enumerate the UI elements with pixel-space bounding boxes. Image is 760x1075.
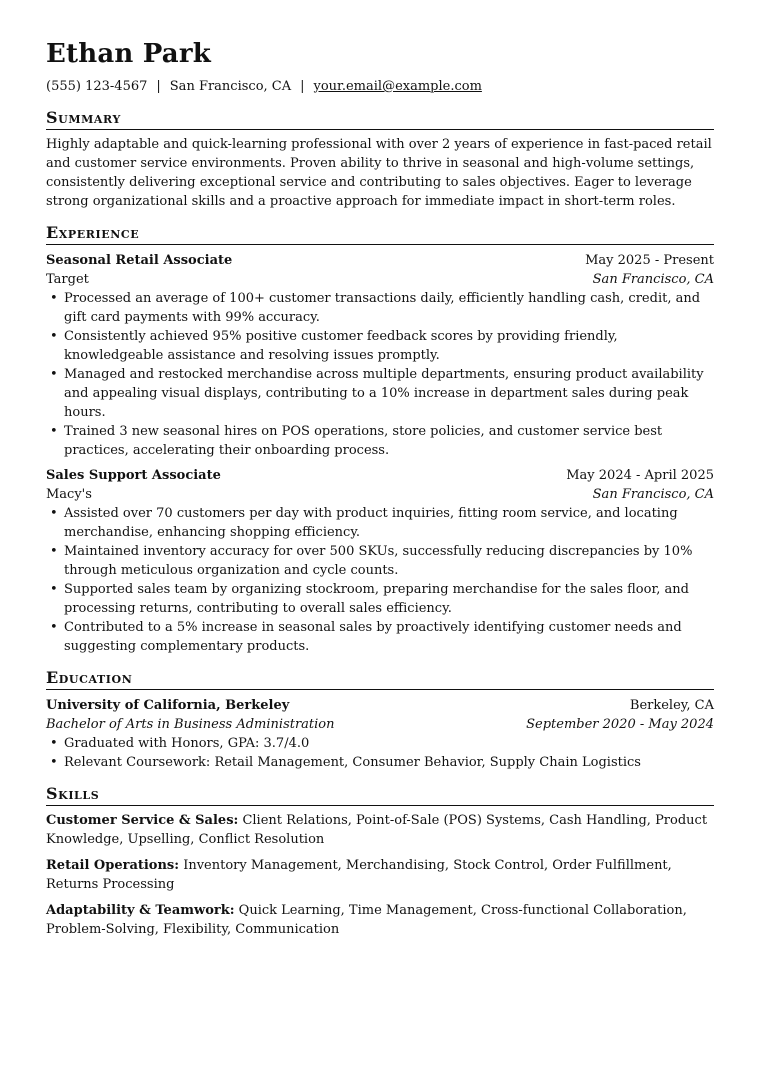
contact-separator: | (156, 79, 161, 94)
job-company: Macy's (46, 487, 92, 502)
job-header (46, 466, 714, 485)
job-company: Target (46, 272, 89, 287)
education-dates: September 2020 - May 2024 (526, 717, 714, 732)
bullet-item: • Assisted over 70 customers per day with product inquiries, fitting room service, and locating merchandise, enhancing shopping efficiency. (46, 504, 714, 542)
skill-group (46, 901, 714, 939)
bullet-item: • Contributed to a 5% increase in seasonal sales by proactively identifying customer needs and suggesting complementary products. (46, 618, 714, 656)
skill-group-items: Client Relations, Point-of-Sale (POS) Systems, Cash Handling, Product Knowledge, Upselling, Conflict Resolution (46, 813, 708, 847)
candidate-name: Ethan Park (46, 39, 211, 69)
section-title-skills: Skills (46, 784, 714, 806)
bullet-item: • Managed and restocked merchandise across multiple departments, ensuring product availability and appealing visual displays, contributing to a 10% increase in department sales during peak hours. (46, 365, 714, 422)
bullet-item: • Processed an average of 100+ customer transactions daily, efficiently handling cash, credit, and gift card payments with 99% accuracy. (46, 289, 714, 327)
summary-text: Highly adaptable and quick-learning professional with over 2 years of experience in fast-paced retail and customer service environments. Proven ability to thrive in seasonal and high-volume settings, consistently delivering exceptional service and contributing to sales objectives. Eager to leverage strong organizational skills and a proactive approach for immediate impact in short-term roles. (46, 137, 712, 209)
section-title-education: Education (46, 668, 714, 690)
job-role: Sales Support Associate (46, 468, 221, 483)
education-bullets (46, 734, 714, 772)
job-bullets (46, 504, 714, 656)
school-location: Berkeley, CA (629, 698, 714, 713)
skill-group (46, 856, 714, 894)
job-bullets (46, 289, 714, 460)
job-entry (46, 466, 714, 656)
job-dates: May 2024 - April 2025 (566, 468, 714, 483)
skill-group-items: Quick Learning, Time Management, Cross-functional Collaboration, Problem-Solving, Flexibility, Communication (46, 903, 687, 937)
bullet-item: • Maintained inventory accuracy for over 500 SKUs, successfully reducing discrepancies by 10% through meticulous organization and cycle counts. (46, 542, 714, 580)
contact-separator: | (300, 79, 305, 94)
section-title-experience: Experience (46, 223, 714, 245)
skill-group-label: Retail Operations: (46, 858, 180, 873)
job-role: Seasonal Retail Associate (46, 253, 233, 268)
school-name: University of California, Berkeley (46, 698, 290, 713)
skill-group (46, 811, 714, 849)
bullet-item: • Relevant Coursework: Retail Management, Consumer Behavior, Supply Chain Logistics (46, 753, 714, 772)
education-entry (46, 696, 714, 772)
job-location: San Francisco, CA (592, 487, 714, 502)
education-subheader (46, 715, 714, 734)
job-header (46, 251, 714, 270)
bullet-item: • Consistently achieved 95% positive customer feedback scores by providing friendly, knowledgeable assistance and resolving issues promptly. (46, 327, 714, 365)
skill-group-label: Customer Service & Sales: (46, 813, 239, 828)
section-title-summary: Summary (46, 108, 714, 130)
location: San Francisco, CA (169, 79, 292, 94)
skill-group-items: Inventory Management, Merchandising, Stock Control, Order Fulfillment, Returns Processing (46, 858, 672, 892)
phone-number: (555) 123-4567 (46, 79, 148, 94)
degree: Bachelor of Arts in Business Administration (46, 717, 335, 732)
job-subheader (46, 270, 714, 289)
skill-group-label: Adaptability & Teamwork: (46, 903, 235, 918)
bullet-item: • Graduated with Honors, GPA: 3.7/4.0 (46, 734, 714, 753)
email-link[interactable]: your.email@example.com (313, 79, 482, 94)
contact-line (46, 78, 714, 96)
job-entry (46, 251, 714, 460)
job-location: San Francisco, CA (592, 272, 714, 287)
job-dates: May 2025 - Present (585, 253, 714, 268)
bullet-item: • Trained 3 new seasonal hires on POS operations, store policies, and customer service best practices, accelerating their onboarding process. (46, 422, 714, 460)
skills-list (46, 811, 714, 939)
bullet-item: • Supported sales team by organizing stockroom, preparing merchandise for the sales floor, and processing returns, contributing to overall sales efficiency. (46, 580, 714, 618)
education-header (46, 696, 714, 715)
job-subheader (46, 485, 714, 504)
